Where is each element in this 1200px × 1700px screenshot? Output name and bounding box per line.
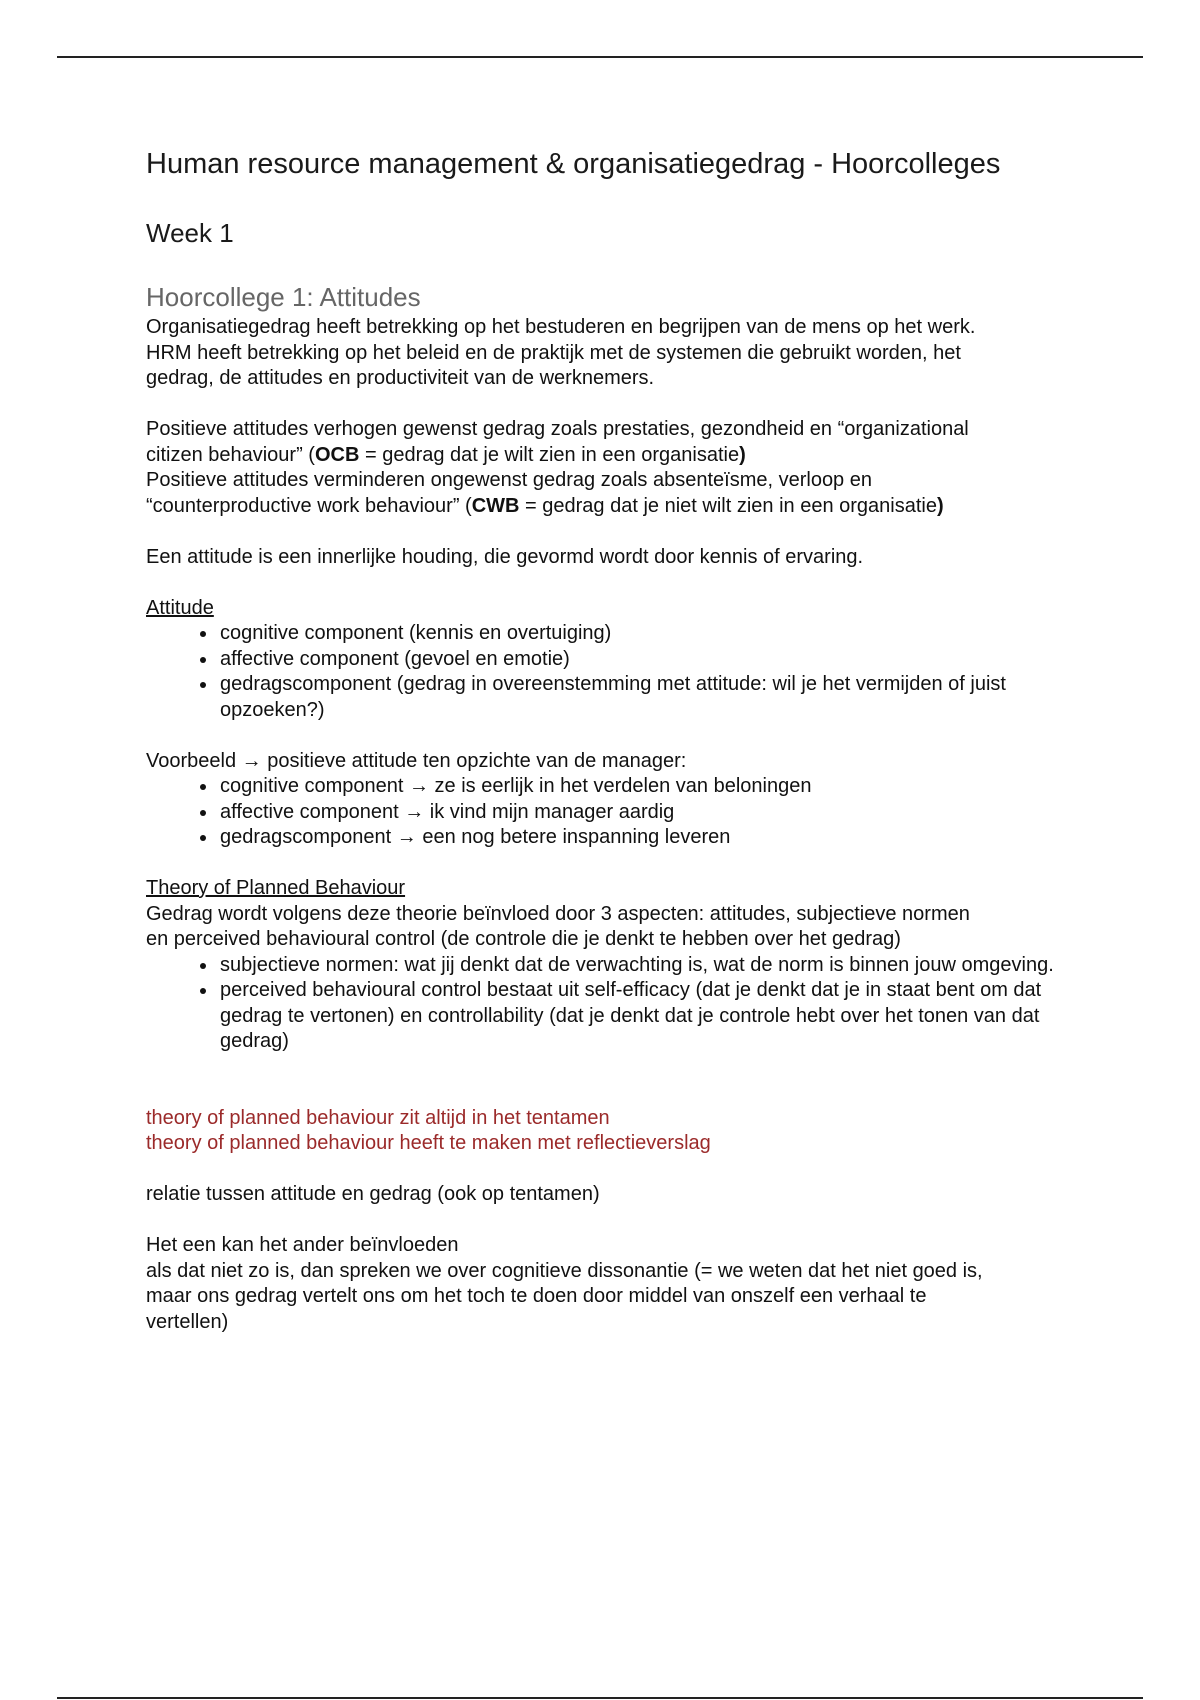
attitudes-line: “counterproductive work behaviour” (CWB = gedrag dat je niet wilt zien in een organisatie) [146,494,944,517]
relation-text: relatie tussen attitude en gedrag (ook op tentamen) [146,1183,600,1205]
top-rule [57,56,1143,58]
tpb-list [146,953,1086,1055]
list-item: • gedragscomponent (gedrag in overeenstemming met attitude: wil je het vermijden of juist opzoeken?) [218,672,1086,723]
ocb-abbr: OCB [314,443,360,466]
list-item: • perceived behavioural control bestaat uit self-efficacy (dat je denkt dat je in staat bent om dat gedrag te vertonen) en controllability (dat je denkt dat je controle hebt over het tonen van dat gedrag) [218,978,1086,1055]
list-item: • cognitive component → ze is eerlijk in het verdelen van beloningen [218,774,1086,800]
tpb-line: Gedrag wordt volgens deze theorie beïnvloed door 3 aspecten: attitudes, subjectieve normen [146,902,970,925]
influence-line: als dat niet zo is, dan spreken we over cognitieve dissonantie (= we weten dat het niet goed is, [146,1259,983,1282]
attitudes-line: Positieve attitudes verhogen gewenst gedrag zoals prestaties, gezondheid en “organizational [146,418,969,440]
attitude-list [146,621,1086,723]
week-heading: Week 1 [146,218,234,248]
influence-line: vertellen) [146,1310,229,1333]
lecture-heading: Hoorcollege 1: Attitudes [146,282,421,312]
definition-text: Een attitude is een innerlijke houding, die gevormd wordt door kennis of ervaring. [146,545,864,568]
intro-line: HRM heeft betrekking op het beleid en de praktijk met de systemen die gebruikt worden, het [146,341,961,364]
attitudes-line: citizen behaviour” (OCB = gedrag dat je wilt zien in een organisatie) [146,443,746,466]
attitude-heading: Attitude [146,596,214,619]
exam-note: theory of planned behaviour zit altijd in het tentamen [146,1106,610,1129]
document-title: Human resource management & organisatiegedrag - Hoorcolleges [146,148,1001,180]
list-item: • affective component → ik vind mijn manager aardig [218,800,1086,826]
bottom-rule [57,1697,1143,1699]
tpb-line: en perceived behavioural control (de controle die je denkt te hebben over het gedrag) [146,928,901,950]
cwb-abbr: CWB [471,494,520,517]
attitudes-line: Positieve attitudes verminderen ongewenst gedrag zoals absenteïsme, verloop en [146,469,872,491]
list-item: • subjectieve normen: wat jij denkt dat de verwachting is, wat de norm is binnen jouw omgeving. [218,953,1086,979]
exam-note: theory of planned behaviour heeft te maken met reflectieverslag [146,1132,711,1154]
list-item: • cognitive component (kennis en overtuiging) [218,621,1086,647]
list-item: • gedragscomponent → een nog betere inspanning leveren [218,825,1086,851]
list-item: • affective component (gevoel en emotie) [218,647,1086,673]
example-list [146,774,1086,851]
example-intro: Voorbeeld → positieve attitude ten opzichte van de manager: [146,749,687,772]
document-body [146,146,1086,1335]
influence-line: Het een kan het ander beïnvloeden [146,1234,459,1256]
intro-line: Organisatiegedrag heeft betrekking op het bestuderen en begrijpen van de mens op het werk. [146,316,976,338]
intro-line: gedrag, de attitudes en productiviteit van de werknemers. [146,367,655,389]
tpb-heading: Theory of Planned Behaviour [146,877,406,899]
influence-line: maar ons gedrag vertelt ons om het toch te doen door middel van onszelf een verhaal te [146,1285,927,1307]
